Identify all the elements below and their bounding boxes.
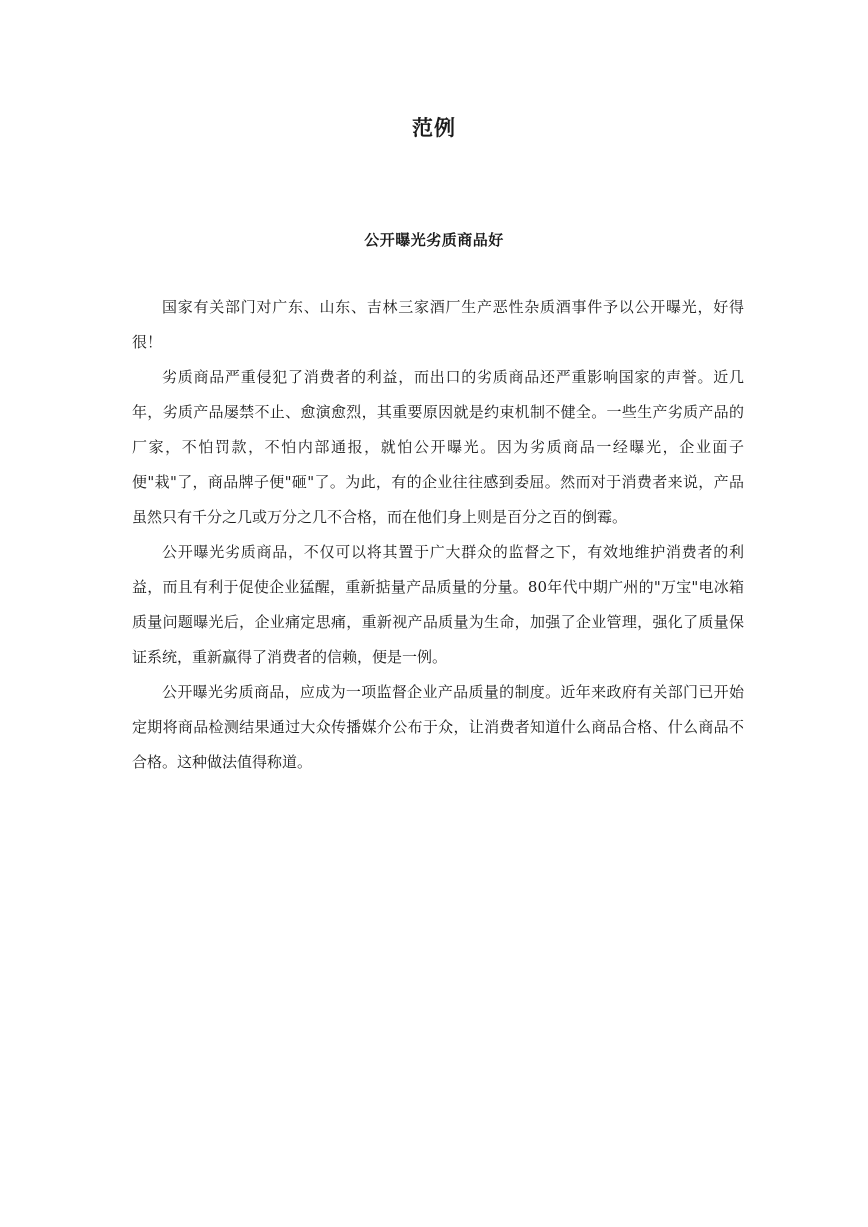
paragraph-3: 公开曝光劣质商品，不仅可以将其置于广大群众的监督之下，有效地维护消费者的利益，而且有利于促使企业猛醒，重新掂量产品质量的分量。80年代中期广州的"万宝"电冰箱质量问题曝光后，企业痛定思痛，重新视产品质量为生命，加强了企业管理，强化了质量保证系统，重新赢得了消费者的信赖，便是一例。	[132, 543, 744, 666]
article-title: 公开曝光劣质商品好	[364, 231, 504, 249]
paragraph-1: 国家有关部门对广东、山东、吉林三家酒厂生产恶性杂质酒事件予以公开曝光，好得很！	[132, 298, 744, 351]
paragraph-2: 劣质商品严重侵犯了消费者的利益，而出口的劣质商品还严重影响国家的声誉。近几年，劣质产品屡禁不止、愈演愈烈，其重要原因就是约束机制不健全。一些生产劣质产品的厂家，不怕罚款，不怕内部通报，就怕公开曝光。因为劣质商品一经曝光，企业面子便"栽"了，商品牌子便"砸"了。为此，有的企业往往感到委屈。然而对于消费者来说，产品虽然只有千分之几或万分之几不合格，而在他们身上则是百分之百的倒霉。	[132, 368, 744, 526]
article-body	[132, 290, 744, 780]
document-title: 范例	[412, 115, 456, 140]
paragraph-4: 公开曝光劣质商品，应成为一项监督企业产品质量的制度。近年来政府有关部门已开始定期将商品检测结果通过大众传播媒介公布于众，让消费者知道什么商品合格、什么商品不合格。这种做法值得称道。	[132, 683, 744, 771]
